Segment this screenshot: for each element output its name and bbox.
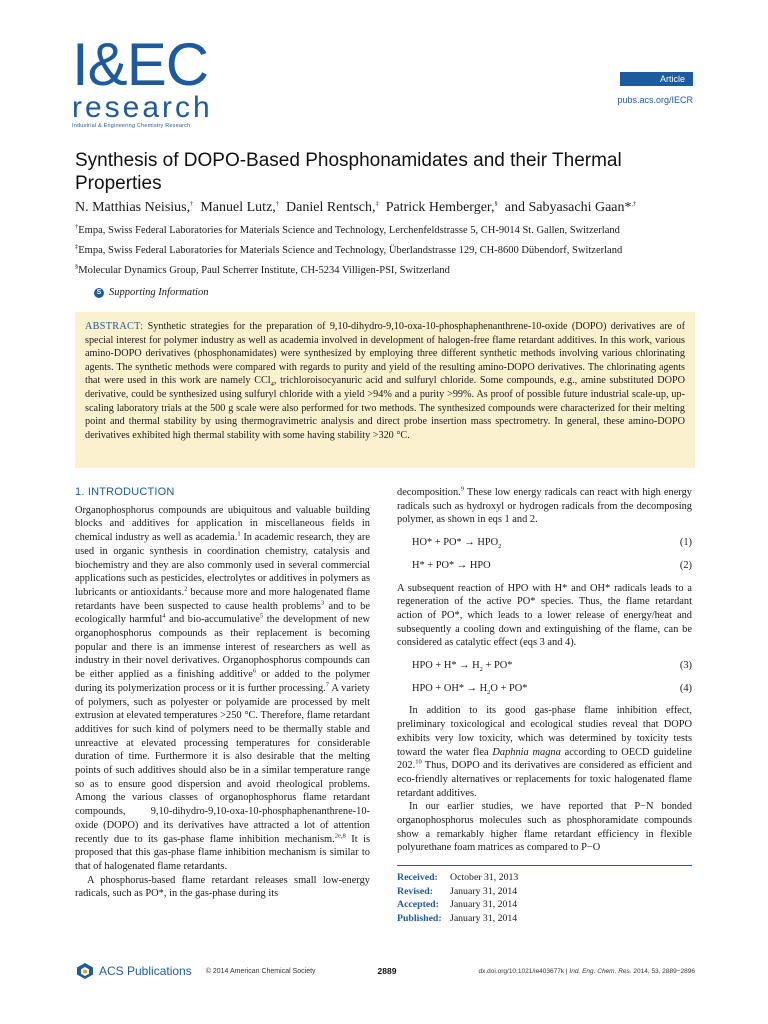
affiliation: †Empa, Swiss Federal Laboratories for Materials Science and Technology, Lerchenfeldstrasse 5, CH-9014 St. Gallen, Switzerland: [75, 223, 620, 236]
doi-citation[interactable]: dx.doi.org/10.1021/ie403677k | Ind. Eng. Chem. Res. 2014, 53, 2889−2896: [478, 967, 695, 975]
equation-2: H* + PO* → HPO (2): [412, 559, 692, 571]
acs-hexagon-icon: [75, 962, 95, 980]
logo-research: research: [72, 91, 213, 124]
page-footer: [75, 960, 695, 982]
acs-publications-logo[interactable]: ACS Publications: [75, 962, 192, 980]
journal-logo: [72, 31, 222, 129]
article-type-badge: Article: [620, 72, 693, 86]
article-title: Synthesis of DOPO-Based Phosphonamidates and their Thermal Properties: [75, 150, 622, 194]
author-name[interactable]: Manuel Lutz,: [200, 200, 276, 215]
paragraph: decomposition.$^9$ These low energy radicals can react with high energy radicals such as hydroxyl or hydrogen radicals from the decomposing polymer, as shown in eqs 1 and 2.: [397, 485, 692, 526]
paragraph: Organophosphorus compounds are ubiquitous and valuable building blocks and additives for application in miscellaneous fields in chemical industry as well as academia.$^1$ In academic research, they are used in organic synthesis in coordination chemistry, catalysis and biochemistry and they are also commonly used in several commercial applications such as pesticides, electrolytes or additives in polymers as lubricants or antioxidants.$^2$ because more and more halogenated flame retardants have been suspected to cause health problems$^3$ and to be ecologically harmful$^4$ and bio-accumulative$^5$ the development of new organophosphorus compounds as their replacement is becoming popular and there is an immense interest of researchers as well as industry in their novel derivatives. Organophosphorus compounds can be either applied as a finishing additive$^6$ or added to the polymer during its polymerization process or it is further processing.$^7$ A variety of polymers, such as polyester or polyamide are processed by melt extrusion at elevated temperatures >250 °C. Therefore, flame retardant additives for such kind of polymers need to be thermally stable and unreactive at elevated processing temperatures for considerable duration of time. Furthermore it is also desirable that the melting points of such additives should also be in a similar temperature range so as to ensure good dispersion and avoid rheological problems. Among the various classes of organophosphorus flame retardant compounds, 9,10-dihydro-9,10-oxa-10-phosphaphenanthrene-10-oxide (DOPO) and its derivatives have attracted a lot of attention recently due to its gas-phase flame inhibition mechanism.$^{2e,8}$ It is proposed that this gas-phase flame inhibition mechanism is similar to that of halogenated flame retardants.: [75, 504, 371, 872]
supporting-information-link[interactable]: S Supporting Information: [94, 287, 208, 298]
paragraph: A subsequent reaction of HPO with H* and OH* radicals leads to a regeneration of the active PO* species. Thus, the flame retardant action of PO*, which leads to a lower release of energy/heat and subsequently a cooling down and extinguishing of the flame, can be considered as catalytic effect (eqs 3 and 4).: [397, 582, 692, 649]
section-heading: 1. INTRODUCTION: [75, 486, 175, 498]
paragraph: In addition to its good gas-phase flame inhibition effect, preliminary toxicological and ecological studies reveal that DOPO exhibits very low toxicity, which was determined by toxicity tests toward the water flea Daphnia magna according to OECD guideline 202.10 Thus, DOPO and its derivatives are considered as efficient and eco-friendly alternatives or replacements for toxic halogenated flame retardant additives.: [397, 705, 693, 799]
paragraph: A phosphorus-based flame retardant releases small low-energy radicals, such as PO*, in the gas-phase during its: [75, 874, 370, 900]
left-column: [75, 486, 370, 901]
journal-url-link[interactable]: pubs.acs.org/IECR: [617, 95, 693, 105]
history-row: Revised: January 31, 2014: [397, 885, 518, 897]
page-number: 2889: [377, 966, 397, 976]
supporting-info-icon: S: [94, 288, 104, 298]
equation-3: HPO + $H* \to H_2 + PO*$ (3): [412, 660, 692, 674]
affiliation: ‡Empa, Swiss Federal Laboratories for Materials Science and Technology, Überlandstrasse 129, CH-8600 Dübendorf, Switzerland: [75, 243, 623, 256]
author-name[interactable]: N. Matthias Neisius,: [75, 200, 191, 215]
copyright: © 2014 American Chemical Society: [205, 967, 316, 975]
logo-main: I&EC: [72, 31, 209, 98]
logo-tagline: Industrial & Engineering Chemistry Research: [72, 123, 191, 129]
author-name[interactable]: and Sabyasachi Gaan*: [504, 200, 632, 215]
paragraph: In our earlier studies, we have reported that P−N bonded organophosphorus molecules such as phosphoramidate compounds show a remarkably higher flame retardant efficiency in flexible polyurethane foam matrices as compared to P−O: [397, 801, 692, 854]
author-name[interactable]: Daniel Rentsch,: [286, 200, 376, 215]
history-row: Accepted: January 31, 2014: [397, 899, 518, 911]
author-name[interactable]: Patrick Hemberger,: [385, 200, 495, 215]
history-row: Published: January 31, 2014: [397, 912, 518, 924]
equation-1: $HO* + PO* \to HPO_2$ (1): [412, 537, 692, 551]
right-column: [397, 486, 692, 925]
equation-4: HPO + $OH* \to H_2O + PO*$ (4): [412, 682, 692, 696]
article-history: [397, 865, 692, 925]
author-list: N. Matthias Neisius,† Manuel Lutz,† Daniel Rentsch,‡ Patrick Hemberger,§ and Sabyasachi Gaan*,†: [75, 200, 637, 215]
abstract-box: ABSTRACT: Synthetic strategies for the preparation of 9,10-dihydro-9,10-oxa-10-phosphaphenanthrene-10-oxide (DOPO) derivatives are of special interest for polymer industry as well as academia involved in development of halogen-free flame retardant additives. In this work, various amino-DOPO derivatives (phosphonamidates) were synthesized by employing three different synthetic methods involving various chlorinating agents. The synthetic methods were compared with regards to purity and yield of the resulting amino-DOPO derivatives. The chlorinating agents that were used in this work are namely CCl$_4$, trichloroisocyanuric acid and sulfuryl chloride. Some compounds, e.g., amine substituted DOPO derivative, could be synthesized using sulfuryl chloride with a yield >94% and a purity >99%. As proof of possible future industrial scale-up, up-scaling laboratory trials at the 500 g scale were also performed for two methods. The synthesized compounds were characterized for their melting point and thermal stability by using thermogravimetric analysis and direct probe insertion mass spectrometry. In general, these amino-DOPO derivatives exhibited high thermal stability with some having stability >320 °C.: [75, 312, 695, 468]
history-row: Received: October 31, 2013: [397, 872, 519, 884]
affiliation: §Molecular Dynamics Group, Paul Scherrer Institute, CH-5234 Villigen-PSI, Switzerland: [75, 263, 450, 276]
abstract-label: ABSTRACT:: [85, 321, 144, 332]
